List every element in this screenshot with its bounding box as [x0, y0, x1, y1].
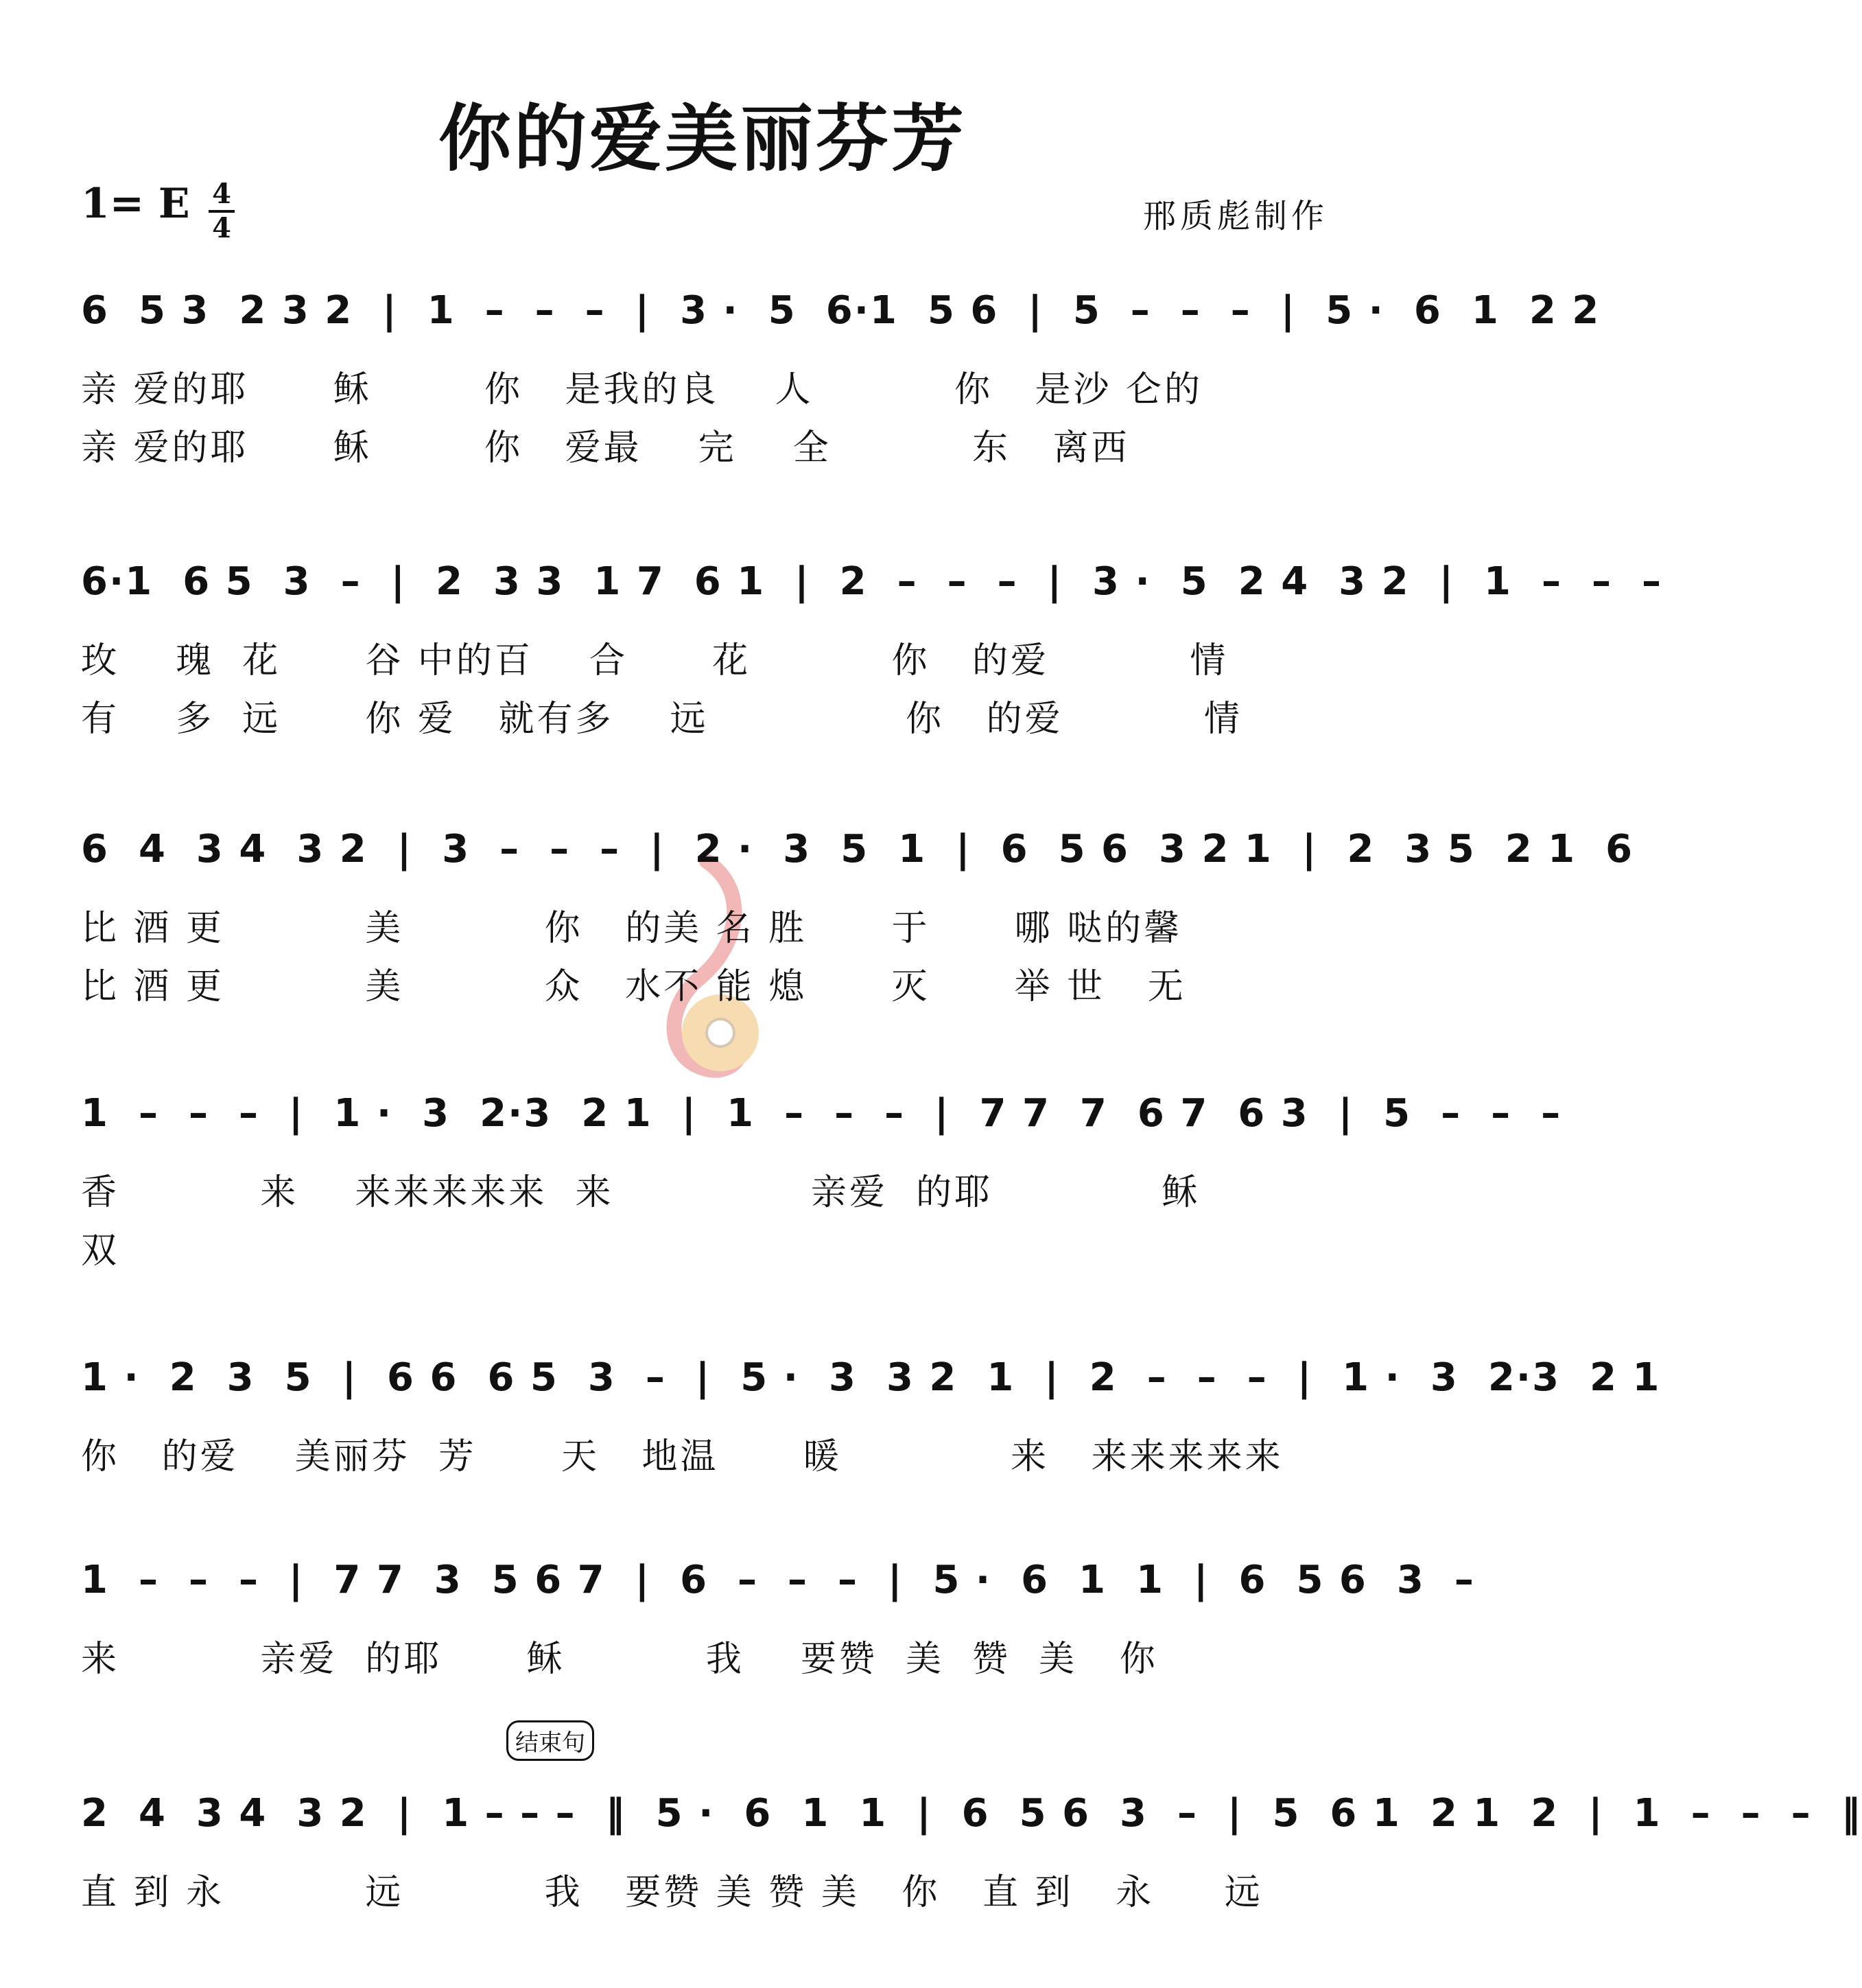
notation-line: 6 4 3 4 3 2 | 3 – – – | 2 · 3 5 1 | 6 5 6 3 2 1 | 2 3 5 2 1 6 [81, 827, 1634, 872]
notation-line: 1 – – – | 1 · 3 2·3 2 1 | 1 – – – | 7 7 7 6 7 6 3 | 5 – – – [81, 1091, 1562, 1136]
notation-line: 1 · 2 3 5 | 6 6 6 5 3 – | 5 · 3 3 2 1 | 2 – – – | 1 · 3 2·3 2 1 [81, 1355, 1661, 1400]
lyric-line: 玫 瑰 花 谷 中的百 合 花 你 的爱 情 [81, 640, 1229, 681]
credit: 邢质彪制作 [1142, 197, 1328, 235]
notation-line: 6·1 6 5 3 – | 2 3 3 1 7 6 1 | 2 – – – | 3 · 5 2 4 3 2 | 1 – – – [81, 559, 1662, 604]
lyric-line: 香 来 来来来来来 来 亲爱 的耶 稣 [81, 1172, 1201, 1213]
notation-line: 2 4 3 4 3 2 | 1 – – – ‖ 5 · 6 1 1 | 6 5 6 3 – | 5 6 1 2 1 2 | 1 – – – ‖ [81, 1791, 1862, 1836]
lyric-line: 你 的爱 美丽芬 芳 天 地温 暖 来 来来来来来 [81, 1436, 1284, 1477]
lyric-line: 直 到 永 远 我 要赞 美 赞 美 你 直 到 永 远 [81, 1872, 1263, 1913]
lyric-line: 双 [81, 1230, 120, 1272]
key-signature: 1= E [81, 180, 190, 228]
notation-line: 1 – – – | 7 7 3 5 6 7 | 6 – – – | 5 · 6 1 1 | 6 5 6 3 – [81, 1558, 1475, 1602]
meter-bottom: 4 [212, 212, 231, 244]
notation-line: 6 5 3 2 3 2 | 1 – – – | 3 · 5 6·1 5 6 | 5 – – – | 5 · 6 1 2 2 [81, 288, 1601, 333]
lyric-line: 有 多 远 你 爱 就有多 远 你 的爱 情 [81, 699, 1242, 740]
ending-section-label: 结束句 [506, 1720, 594, 1761]
lyric-line: 亲 爱的耶 稣 你 是我的良 人 你 是沙 仑的 [81, 369, 1203, 410]
lyric-line: 亲 爱的耶 稣 你 爱最 完 全 东 离西 [81, 428, 1130, 469]
lyric-line: 来 亲爱 的耶 稣 我 要赞 美 赞 美 你 [81, 1639, 1158, 1680]
page-title: 你的爱美丽芬芳 [438, 95, 967, 181]
lyric-line: 比 酒 更 美 众 水不 能 熄 灭 举 世 无 [81, 966, 1186, 1007]
time-signature [204, 180, 239, 243]
meter-top: 4 [212, 178, 231, 210]
lyric-line: 比 酒 更 美 你 的美 名 胜 于 哪 哒的馨 [81, 908, 1183, 949]
